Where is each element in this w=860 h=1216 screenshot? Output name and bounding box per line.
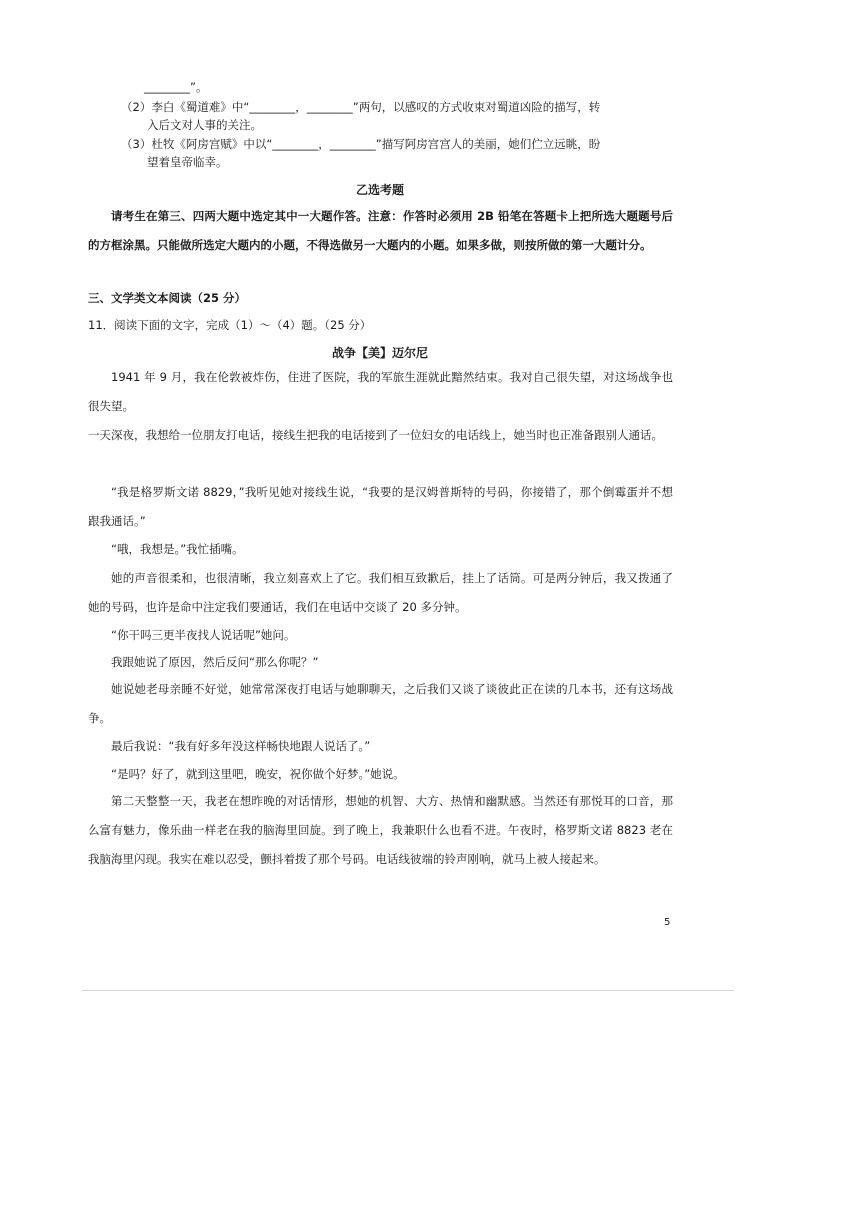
page-number: 5 [664,917,671,928]
question-2-line-2: 入后文对人事的关注。 [147,118,262,132]
story-paragraph-5: 她的声音很柔和，也很清晰，我立刻喜欢上了它。我们相互致歉后，挂上了话筒。可是两分钟后，我又拨通了她的号码，也许是命中注定我们要通话，我们在电话中交谈了 20 多分钟。 [88,571,673,614]
question-3-line-1: （3）杜牧《阿房宫赋》中以“________，________”描写阿房宫宫人的美丽，她们伫立远眺，盼 [121,137,601,151]
question-2-line-1: （2）李白《蜀道难》中“________，________”两句，以感叹的方式收束对蜀道凶险的描写，转 [121,100,601,114]
story-paragraph-4: “哦，我想是。”我忙插嘴。 [111,542,244,556]
story-paragraph-3: “我是格罗斯文诺 8829，”我听见她对接线生说，“我要的是汉姆普斯特的号码，你接错了，那个倒霉蛋并不想跟我通话。” [88,485,673,528]
story-paragraph-11: 第二天整整一天，我老在想昨晚的对话情形，想她的机智、大方、热情和幽默感。当然还有那悦耳的口音，那么富有魅力，像乐曲一样老在我的脑海里回旋。到了晚上，我兼职什么也看不进。午夜时，格罗斯文诺 8823 老在我脑海里闪现。我实在难以忍受，颤抖着拨了那个号码。电话线彼端的铃声刚响，就马上被人接起来。 [88,794,673,866]
story-paragraph-6: “你干吗三更半夜找人说话呢”她问。 [111,628,296,642]
story-title: 战争【美】迈尔尼 [331,346,428,360]
question-3-line-2: 望着皇帝临幸。 [147,155,228,169]
page-divider [82,990,734,991]
part-3-heading: 三、文学类文本阅读（25 分） [88,291,247,305]
story-paragraph-7: 我跟她说了原因，然后反问“那么你呢？” [111,655,319,669]
story-paragraph-10: “是吗？好了，就到这里吧，晚安，祝你做个好梦。”她说。 [111,767,405,781]
section-yi-instructions: 请考生在第三、四两大题中选定其中一大题作答。注意：作答时必须用 2B 铅笔在答题卡上把所选大题题号后的方框涂黑。只能做所选定大题内的小题，不得选做另一大题内的小题。如果多做，则按所做的第一大题计分。 [88,209,673,252]
section-yi-title: 乙选考题 [355,183,404,197]
story-paragraph-8: 她说她老母亲睡不好觉，她常常深夜打电话与她聊聊天，之后我们又谈了谈彼此正在读的几本书，还有这场战争。 [88,682,673,725]
blank-continuation: ________”。 [144,80,208,94]
story-paragraph-1: 1941 年 9 月，我在伦敦被炸伤，住进了医院，我的军旅生涯就此黯然结束。我对自己很失望，对这场战争也很失望。 [88,370,673,413]
question-11-prompt: 11．阅读下面的文字，完成（1）～（4）题。（25 分） [88,318,372,332]
story-paragraph-9: 最后我说：“我有好多年没这样畅快地跟人说话了。” [111,739,371,753]
story-paragraph-2: 一天深夜，我想给一位朋友打电话，接线生把我的电话接到了一位妇女的电话线上，她当时也正准备跟别人通话。 [88,428,663,442]
